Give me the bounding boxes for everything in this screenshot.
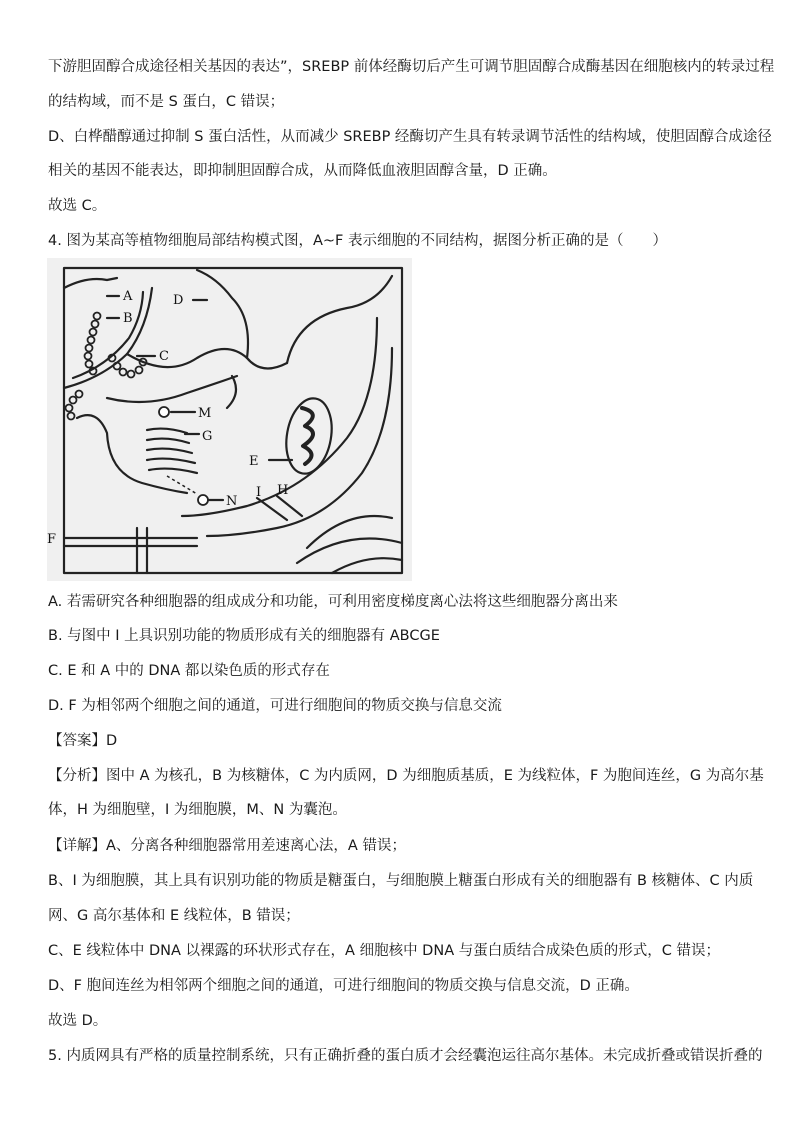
wall-layer-1 [307,516,392,548]
text-line-5: 故选 C。 [48,198,107,214]
vesicle-M [159,407,169,417]
golgi-cisterna-2 [147,439,189,443]
cell-structure-diagram [47,258,412,581]
detail-line-5: D、F 胞间连丝为相邻两个细胞之间的通道，可进行细胞间的物质交换与信息交流，D 正确。 [48,978,639,994]
option-c: C. E 和 A 中的 DNA 都以染色质的形式存在 [48,663,330,679]
er-branch-mid [227,376,236,408]
leader-H [277,496,302,516]
option-d: D. F 为相邻两个细胞之间的通道，可进行细胞间的物质交换与信息交流 [48,698,502,714]
mitochondrion-outer [281,395,338,477]
question-4-stem: 4. 图为某高等植物细胞局部结构模式图，A~F 表示细胞的不同结构，据图分析正确的是（ ） [48,233,667,249]
question-5-stem: 5. 内质网具有严格的质量控制系统，只有正确折叠的蛋白质才会经囊泡运往高尔基体。未完成折叠或错误折叠的 [48,1048,763,1064]
text-line-1: 下游胆固醇合成途径相关基因的表达”，SREBP 前体经酶切后产生可调节胆固醇合成酶基因在细胞核内的转录过程 [48,59,775,75]
vesicle-N [198,495,208,505]
text-line-4: 相关的基因不能表达，即抑制胆固醇合成，从而降低血液胆固醇含量，D 正确。 [48,163,557,179]
golgi-cisterna-3 [147,449,192,453]
er-membrane-1 [127,349,287,368]
text-line-3: D、白桦醋醇通过抑制 S 蛋白活性，从而减少 SREBP 经酶切产生具有转录调节活性的结构域，使胆固醇合成途径 [48,129,772,145]
text-line-2: 的结构域，而不是 S 蛋白，C 错误； [48,94,285,110]
analysis-line-1: 【分析】图中 A 为核孔，B 为核糖体，C 为内质网，D 为细胞质基质，E 为线粒体，F 为胞间连丝，G 为高尔基 [48,768,764,784]
label-H: H [277,483,289,498]
label-F: F [47,532,57,547]
conclusion-line: 故选 D。 [48,1013,108,1029]
golgi-cisterna-5 [149,469,197,473]
er-membrane-3 [77,415,187,493]
label-C: C [159,349,169,364]
analysis-line-2: 体，H 为细胞壁，I 为细胞膜，M、N 为囊泡。 [48,802,347,818]
option-b: B. 与图中 I 上具识别功能的物质形成有关的细胞器有 ABCGE [48,628,440,644]
cell-wall-frame [64,268,402,573]
er-membrane-2 [107,376,237,402]
detail-line-2: B、I 为细胞膜，其上具有识别功能的物质是糖蛋白，与细胞膜上糖蛋白形成有关的细胞器有 B 核糖体、C 内质 [48,873,754,889]
label-A: A [123,289,133,304]
label-E: E [249,454,259,469]
label-M: M [198,406,212,421]
nuclear-envelope-top [64,278,117,288]
cell-structure-figure [47,258,412,581]
mitochondrion-cristae [302,408,313,464]
detail-line-4: C、E 线粒体中 DNA 以裸露的环状形式存在，A 细胞核中 DNA 与蛋白质结合成染色质的形式，C 错误； [48,943,720,959]
label-B: B [123,311,133,326]
golgi-cisterna-4 [147,459,195,463]
detail-line-3: 网、G 高尔基体和 E 线粒体，B 错误； [48,908,300,924]
label-I: I [256,485,262,500]
answer-line: 【答案】D [48,733,118,749]
golgi-cisterna-1 [147,429,187,433]
label-N: N [226,494,238,509]
nuclear-envelope-inner [73,292,143,378]
detail-line-1: 【详解】A、分离各种细胞器常用差速离心法，A 错误； [48,838,406,854]
wall-layer-3 [332,558,402,573]
er-branch-top [197,270,248,358]
label-D: D [173,293,184,308]
option-a: A. 若需研究各种细胞器的组成成分和功能，可利用密度梯度离心法将这些细胞器分离出来 [48,594,618,610]
label-G: G [202,429,213,444]
